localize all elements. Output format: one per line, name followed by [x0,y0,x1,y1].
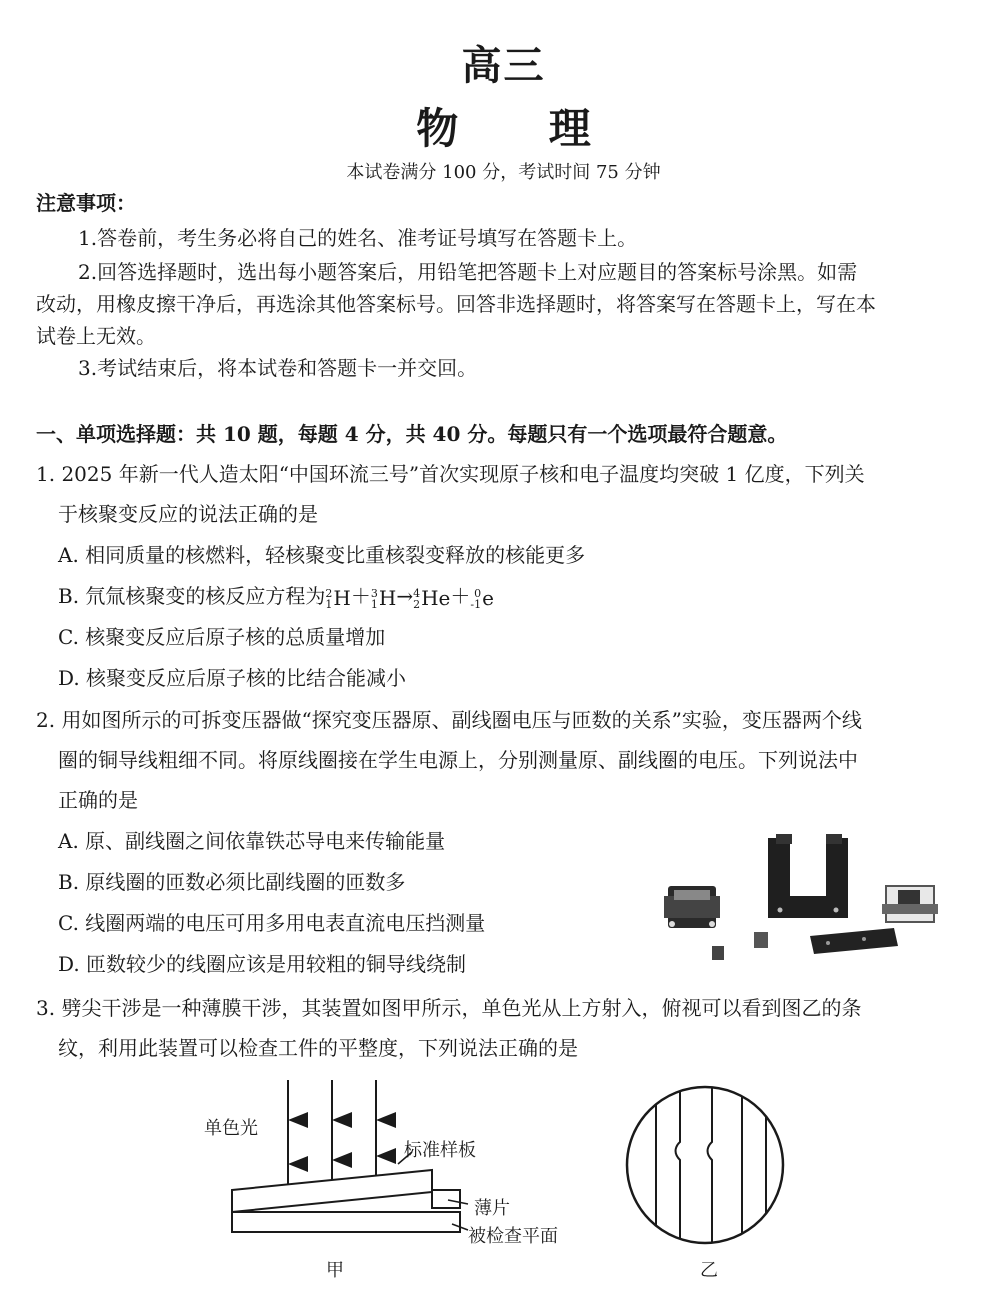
exam-info: 本试卷满分 100 分，考试时间 75 分钟 [346,162,661,183]
label-standard-plate: 标准样板 [404,1140,476,1161]
nuclide-helium: 4 2 He [413,585,451,611]
particle-electron: 0 -1 e [470,585,494,611]
q1-option-d: D. 核聚变反应后原子核的比结合能减小 [58,666,407,690]
transformer-photo [650,828,950,978]
figure-yi-fringes [620,1080,790,1250]
notice-item-1: 1.答卷前，考生务必将自己的姓名、准考证号填写在答题卡上。 [78,226,638,250]
small-part-1 [712,946,724,960]
q1-option-b [58,582,494,612]
q2-stem-line2: 圈的铜导线粗细不同。将原线圈接在学生电源上，分别测量原、副线圈的电压。下列说法中 [58,748,858,772]
q2-option-a: A. 原、副线圈之间依靠铁芯导电来传输能量 [58,829,446,853]
section-heading: 一、单项选择题：共 10 题，每题 4 分，共 40 分。每题只有一个选项最符合题意。 [36,422,788,446]
grade-title: 高三 [461,42,546,89]
caption-jia: 甲 [326,1260,344,1281]
q2-stem-line3: 正确的是 [58,788,138,812]
nuclide-deuterium: 2 1 H [325,585,351,611]
q1-option-a: A. 相同质量的核燃料，轻核聚变比重核裂变释放的核能更多 [58,543,586,567]
q2-stem-line1: 2. 用如图所示的可拆变压器做“探究变压器原、副线圈电压与匝数的关系”实验，变压器两个线 [36,708,862,732]
inspected-flat [232,1212,460,1232]
reaction-arrow: → [396,584,414,608]
coil-left-image [664,886,720,928]
label-monochromatic-light: 单色光 [204,1118,258,1139]
subject-title: 物 理 [416,104,629,153]
notice-item-2: 2.回答选择题时，选出每小题答案后，用铅笔把答题卡上对应题目的答案标号涂黑。如需 [78,260,858,284]
q1-stem-line2: 于核聚变反应的说法正确的是 [58,502,318,526]
q3-stem-line1: 3. 劈尖干涉是一种薄膜干涉，其装置如图甲所示，单色光从上方射入，俯视可以看到图乙的条 [36,996,862,1020]
label-inspected-flat: 被检查平面 [468,1226,558,1247]
notice-item-3: 3.考试结束后，将本试卷和答题卡一并交回。 [78,356,478,380]
view-circle [627,1087,783,1243]
notice-title: 注意事项： [36,191,136,215]
small-part-2 [754,932,768,948]
iron-bar-image [810,928,898,954]
q2-option-b: B. 原线圈的匝数必须比副线圈的匝数多 [58,870,406,894]
plus-sign-2: ＋ [450,584,471,608]
q1-option-c: C. 核聚变反应后原子核的总质量增加 [58,625,386,649]
caption-yi: 乙 [700,1260,718,1281]
figure-jia-wedge-interference [190,1072,590,1282]
q1-option-b-prefix: B. 氘氚核聚变的核反应方程为 [58,584,326,608]
shim [432,1190,460,1208]
nuclide-tritium: 3 1 H [370,585,397,611]
plus-sign-1: ＋ [350,584,371,608]
q2-option-c: C. 线圈两端的电压可用多用电表直流电压挡测量 [58,911,486,935]
q1-stem-line1: 1. 2025 年新一代人造太阳“中国环流三号”首次实现原子核和电子温度均突破 1 亿度，下列关 [36,462,865,486]
q3-stem-line2: 纹，利用此装置可以检查工件的平整度，下列说法正确的是 [58,1036,578,1060]
coil-right-image [882,886,938,922]
iron-core-u-image [768,834,848,918]
label-shim: 薄片 [474,1198,510,1219]
q2-option-d: D. 匝数较少的线圈应该是用较粗的铜导线绕制 [58,952,467,976]
notice-item-2-cont: 改动，用橡皮擦干净后，再选涂其他答案标号。回答非选择题时，将答案写在答题卡上，写在本 [36,292,876,316]
notice-item-2-cont2: 试卷上无效。 [36,324,156,348]
